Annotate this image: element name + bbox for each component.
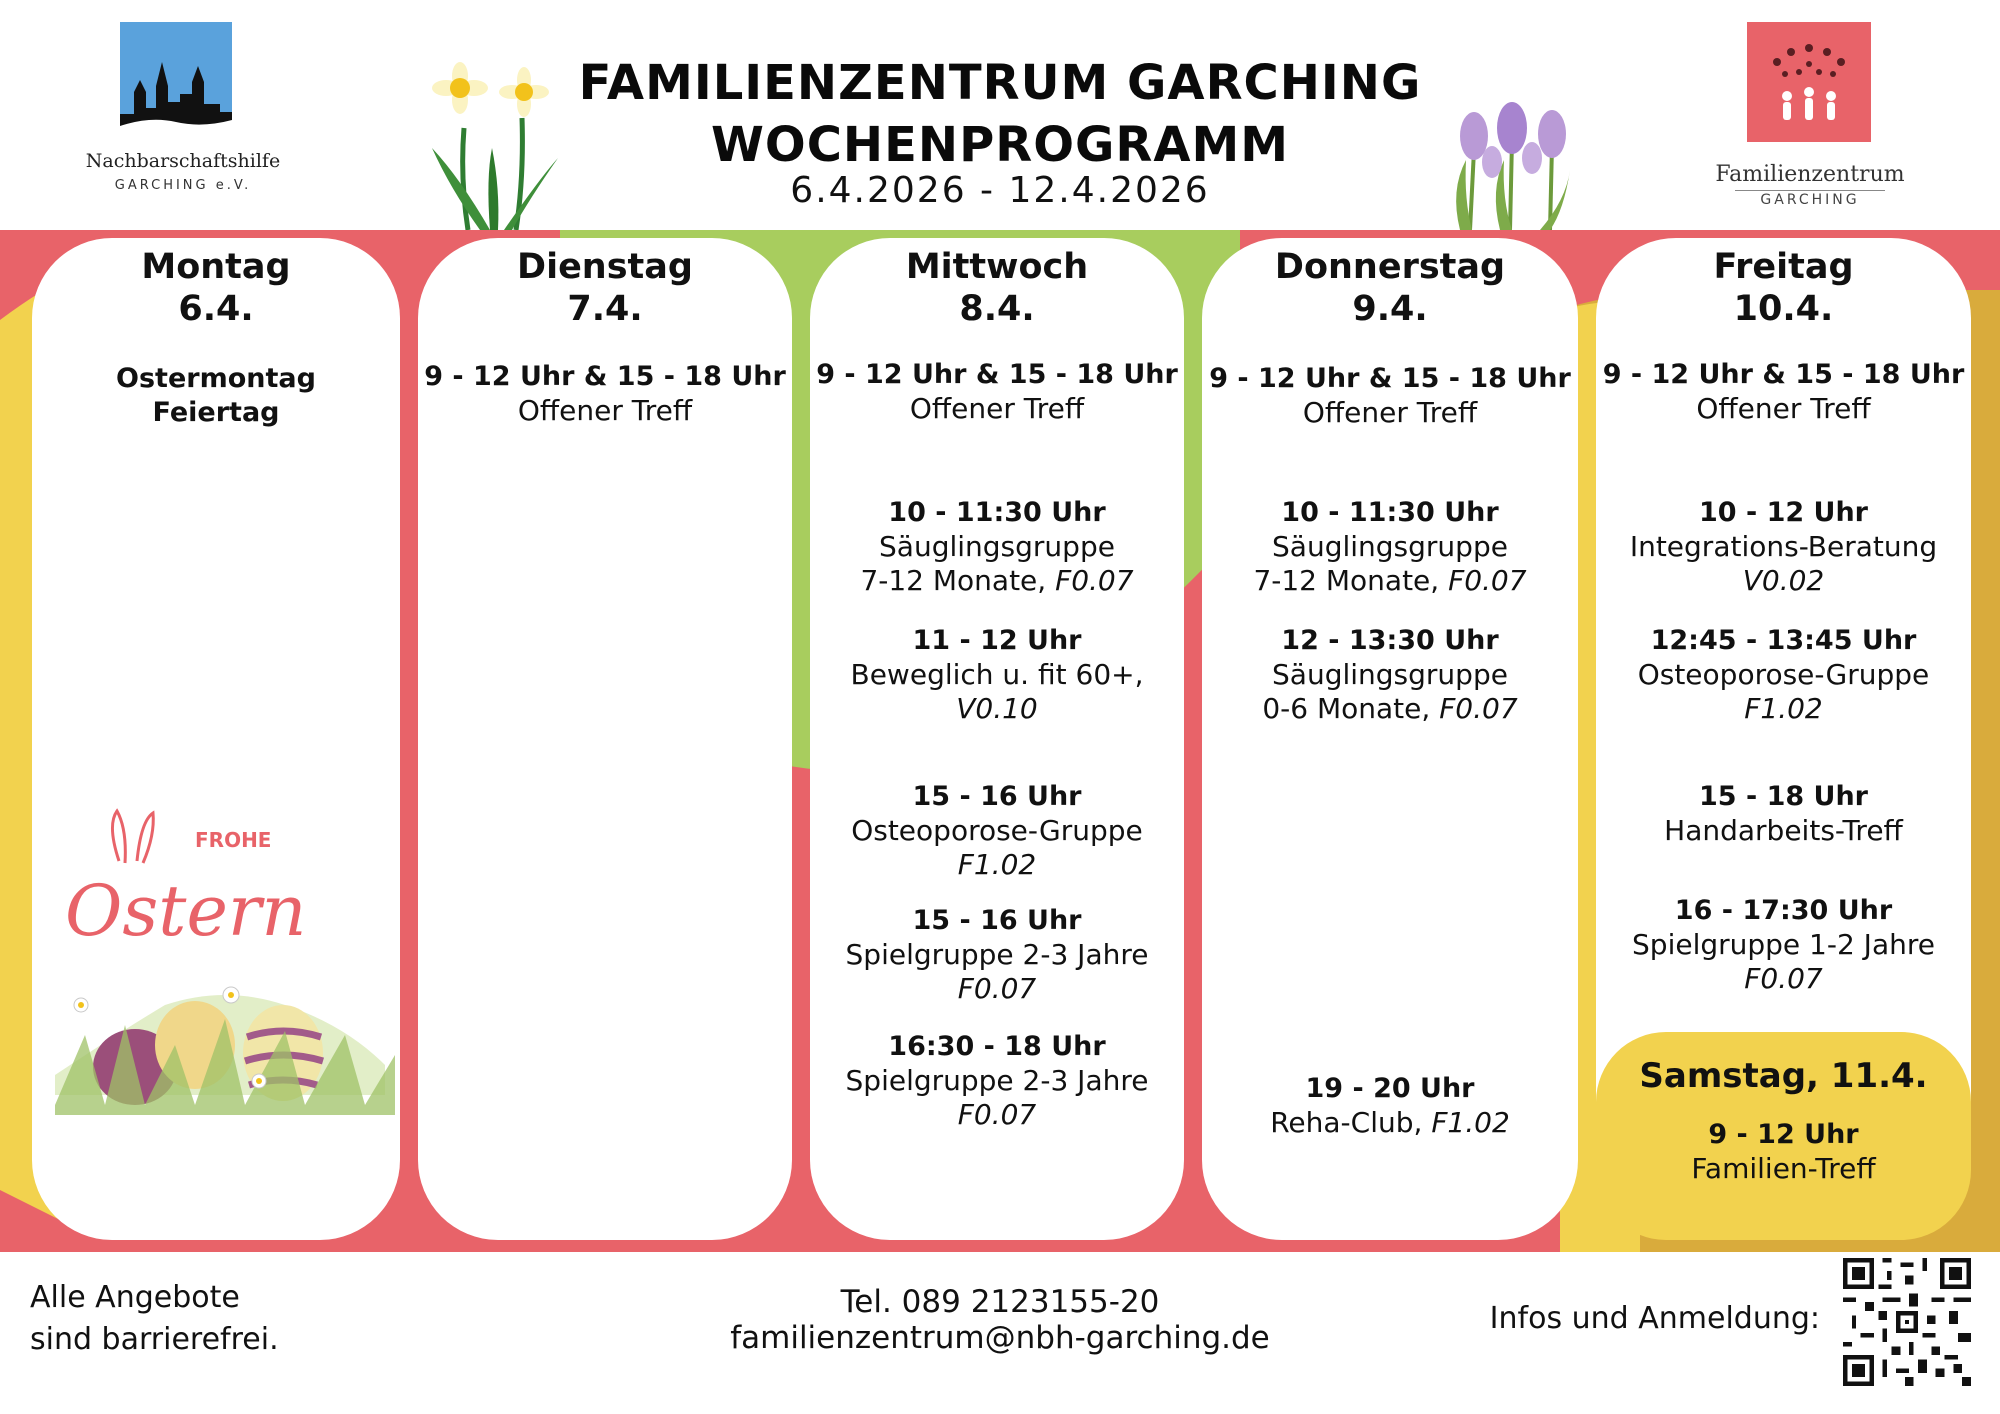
day-header [32, 246, 400, 330]
event-title: Offener Treff [1302, 396, 1478, 429]
accessibility-line-2: sind barrierefrei. [30, 1322, 279, 1357]
easter-eggs-illustration [55, 805, 395, 1115]
crocus-illustration [1440, 100, 1590, 230]
event-room: F1.02 [1431, 1106, 1510, 1139]
event-title: Säuglingsgruppe [1272, 658, 1508, 691]
day-name: Donnerstag [1274, 247, 1506, 287]
event-title: Spielgruppe 2-3 Jahre [845, 938, 1149, 971]
qr-code[interactable] [1843, 1258, 1971, 1386]
accessibility-line-1: Alle Angebote [30, 1280, 240, 1315]
church-skyline-icon [120, 22, 232, 134]
event-time: 19 - 20 Uhr [1305, 1073, 1475, 1104]
event-item [1596, 624, 1971, 726]
event-title: Säuglingsgruppe [879, 530, 1115, 563]
event-item [1596, 496, 1971, 598]
frohe-text: FROHE [195, 828, 272, 852]
logo-divider [1735, 190, 1885, 191]
event-item [810, 904, 1184, 1006]
event-time: 9 - 12 Uhr & 15 - 18 Uhr [1602, 359, 1965, 390]
day-header [810, 246, 1184, 330]
day-date: 10.4. [1733, 289, 1834, 329]
event-time: 10 - 12 Uhr [1698, 497, 1868, 528]
event-room: F0.07 [1055, 564, 1134, 597]
day-date: 6.4. [178, 289, 254, 329]
event-room: F0.07 [957, 972, 1037, 1005]
event-time: 12:45 - 13:45 Uhr [1650, 625, 1917, 656]
day-date: 9.4. [1352, 289, 1428, 329]
ostern-text: Ostern [65, 870, 307, 952]
event-item [418, 360, 792, 428]
title-line-1: FAMILIENZENTRUM GARCHING [578, 55, 1422, 111]
holiday-label: Feiertag [152, 397, 280, 428]
event-time: 12 - 13:30 Uhr [1281, 625, 1499, 656]
page-title [500, 52, 1500, 176]
logo-left-sub: GARCHING e.V. [114, 178, 252, 193]
logo-familienzentrum [1715, 22, 1905, 212]
accessibility-note [30, 1277, 279, 1361]
event-item [1596, 358, 1971, 426]
event-item [1596, 894, 1971, 996]
event-time: 15 - 16 Uhr [912, 781, 1082, 812]
day-card-saturday [1596, 1032, 1971, 1240]
day-header [418, 246, 792, 330]
event-time: 16 - 17:30 Uhr [1674, 895, 1893, 926]
event-room: F0.07 [1439, 692, 1518, 725]
event-title: Spielgruppe 1-2 Jahre [1632, 928, 1935, 961]
day-date: 7.4. [567, 289, 643, 329]
day-name: Mittwoch [905, 247, 1089, 287]
event-time: 9 - 12 Uhr & 15 - 18 Uhr [816, 359, 1178, 390]
event-title: Osteoporose-Gruppe [1637, 658, 1930, 691]
info-label: Infos und Anmeldung: [1489, 1301, 1820, 1336]
logo-sky [120, 22, 232, 134]
day-date: 8.4. [959, 289, 1035, 329]
event-item [1202, 1072, 1578, 1140]
event-title: Beweglich u. fit 60+, [850, 658, 1144, 691]
event-room: F1.02 [1744, 692, 1823, 725]
event-item [810, 496, 1184, 598]
contact-info [650, 1284, 1350, 1356]
event-item [810, 358, 1184, 426]
saturday-title: Samstag, 11.4. [1639, 1056, 1928, 1096]
logo-left-name: Nachbarschaftshilfe [85, 150, 281, 172]
event-title: Säuglingsgruppe [1272, 530, 1508, 563]
event-item [810, 624, 1184, 726]
event-time: 15 - 16 Uhr [912, 905, 1082, 936]
event-title: Offener Treff [909, 392, 1085, 425]
event-time: 9 - 12 Uhr & 15 - 18 Uhr [424, 361, 786, 392]
event-title: Reha-Club, [1270, 1106, 1423, 1139]
day-card-wednesday [810, 238, 1184, 1240]
day-header [1202, 246, 1578, 330]
event-detail: 0-6 Monate, [1262, 692, 1431, 725]
family-tree-icon [1747, 22, 1871, 142]
event-item [1202, 496, 1578, 598]
event-item [1596, 780, 1971, 848]
event-time: 9 - 12 Uhr & 15 - 18 Uhr [1209, 363, 1571, 394]
event-item [810, 780, 1184, 882]
event-time: 10 - 11:30 Uhr [888, 497, 1106, 528]
event-item [810, 1030, 1184, 1132]
event-time: 10 - 11:30 Uhr [1281, 497, 1499, 528]
logo-right-name: Familienzentrum [1715, 162, 1905, 187]
holiday-name: Ostermontag [116, 363, 316, 394]
date-range: 6.4.2026 - 12.4.2026 [790, 170, 1210, 211]
day-card-thursday [1202, 238, 1578, 1240]
event-title: Familien-Treff [1691, 1152, 1876, 1185]
event-time: 11 - 12 Uhr [912, 625, 1082, 656]
email-address[interactable]: familienzentrum@nbh-garching.de [730, 1320, 1270, 1356]
holiday-note [32, 362, 400, 430]
event-item [1596, 1118, 1971, 1186]
event-title: Offener Treff [1696, 392, 1871, 425]
event-title: Integrations-Beratung [1629, 530, 1938, 563]
event-room: F0.07 [957, 1098, 1037, 1131]
event-detail: 7-12 Monate, [860, 564, 1047, 597]
event-title: Spielgruppe 2-3 Jahre [845, 1064, 1149, 1097]
event-room: F0.07 [1744, 962, 1823, 995]
event-detail: 7-12 Monate, [1253, 564, 1440, 597]
event-item [1202, 362, 1578, 430]
event-room: V0.10 [956, 692, 1038, 725]
event-time: 9 - 12 Uhr [1708, 1119, 1859, 1150]
event-item [1202, 624, 1578, 726]
title-line-2: WOCHENPROGRAMM [710, 117, 1290, 173]
logo-nachbarschaftshilfe [78, 22, 288, 202]
event-title: Osteoporose-Gruppe [851, 814, 1143, 847]
event-title: Handarbeits-Treff [1664, 814, 1903, 847]
day-card-tuesday [418, 238, 792, 1240]
day-name: Freitag [1713, 247, 1854, 287]
phone-number: Tel. 089 2123155-20 [840, 1284, 1160, 1320]
logo-right-sub: GARCHING [1760, 192, 1860, 208]
event-time: 15 - 18 Uhr [1698, 781, 1868, 812]
day-name: Montag [141, 247, 291, 287]
logo-red-square [1747, 22, 1871, 142]
event-time: 16:30 - 18 Uhr [888, 1031, 1106, 1062]
event-room: F1.02 [957, 848, 1037, 881]
day-header [1596, 246, 1971, 330]
day-name: Dienstag [517, 247, 693, 287]
event-room: F0.07 [1448, 564, 1527, 597]
event-title: Offener Treff [517, 394, 693, 427]
event-room: V0.02 [1742, 564, 1825, 597]
